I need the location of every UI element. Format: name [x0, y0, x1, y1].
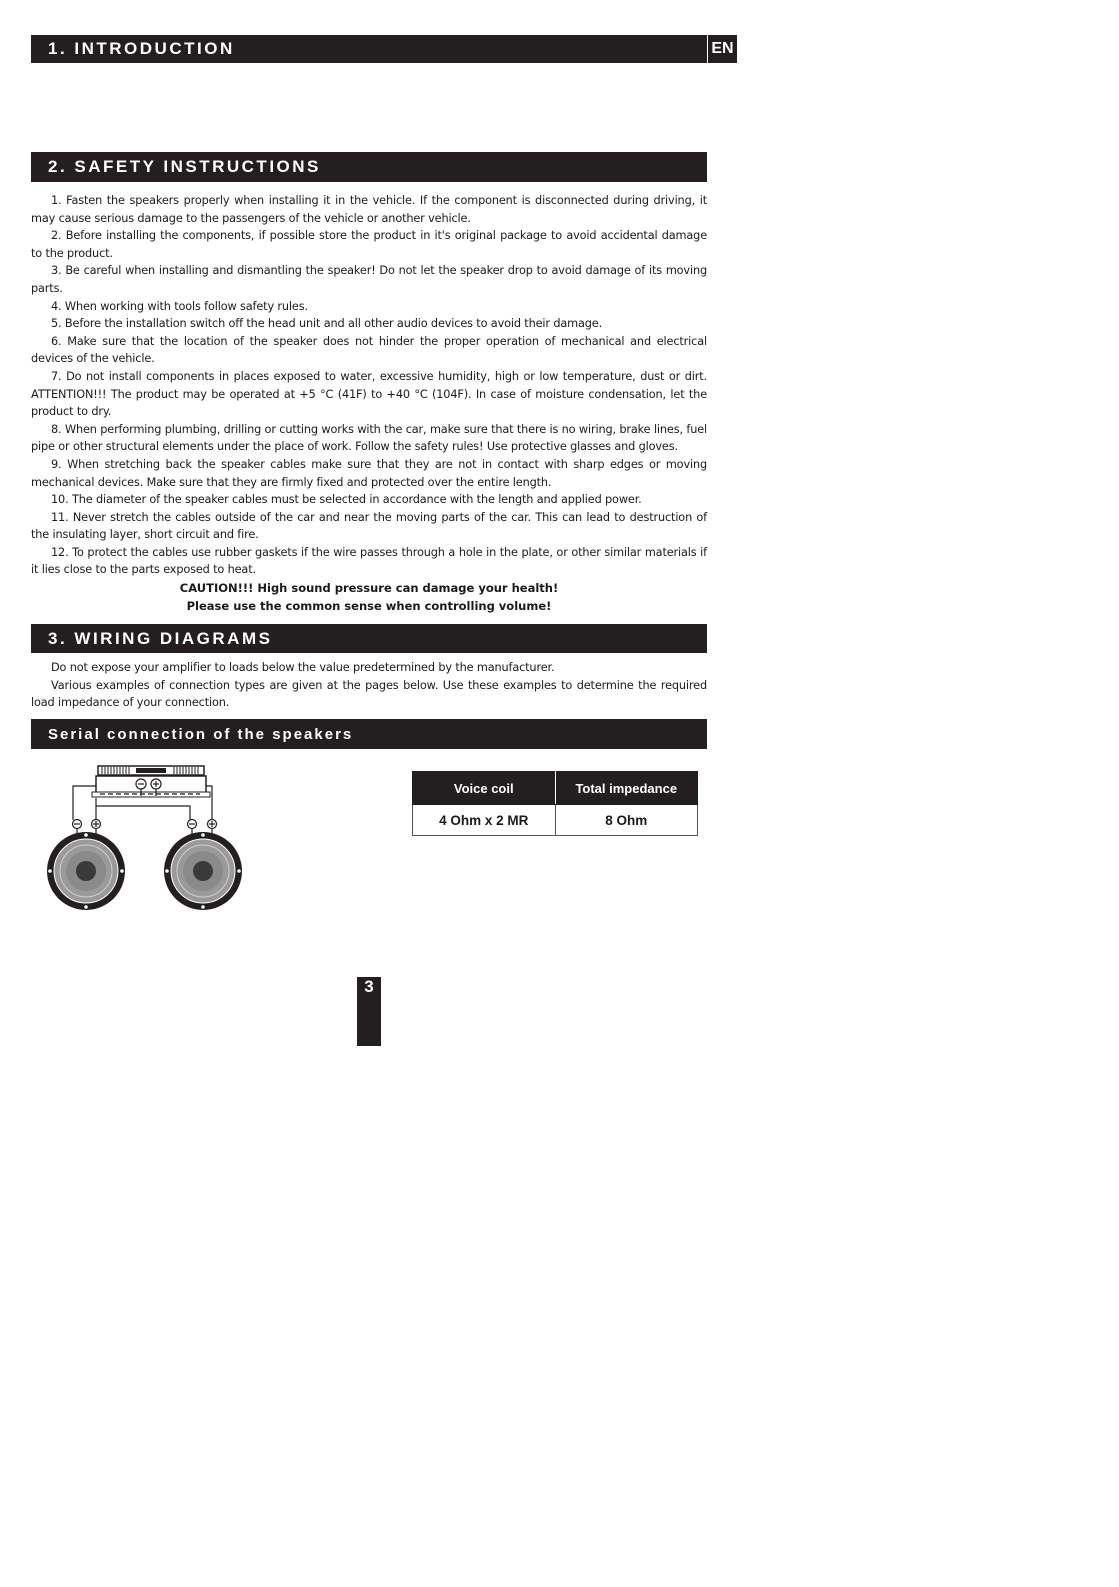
speaker-terminals [73, 820, 217, 835]
page-number: 3 [357, 977, 381, 1046]
impedance-table [412, 771, 698, 836]
caution-line-1: CAUTION!!! High sound pressure can damage your health! [179, 581, 559, 595]
wiring-paragraph-1: Do not expose your amplifier to loads below the value predetermined by the manufacturer. [51, 661, 555, 674]
safety-item-5: 5. Before the installation switch off the head unit and all other audio devices to avoid their damage. [51, 317, 603, 331]
safety-item-10: 10. The diameter of the speaker cables must be selected in accordance with the length and applied power. [51, 493, 642, 507]
section-title: 2. SAFETY INSTRUCTIONS [48, 157, 321, 176]
safety-item-4: 4. When working with tools follow safety rules. [51, 299, 308, 313]
table-row [413, 805, 698, 836]
safety-item-11: 11. Never stretch the cables outside of the car and near the moving parts of the car. This can lead to destruction of the insulating layer, short circuit and fire. [31, 510, 707, 542]
safety-item-12: 12. To protect the cables use rubber gaskets if the wire passes through a hole in the plate, or other similar materials if it lies close to the parts exposed to heat. [31, 545, 707, 577]
safety-instructions-list [31, 192, 707, 579]
cell-voice-coil: 4 Ohm x 2 MR [413, 805, 556, 836]
safety-item-7: 7. Do not install components in places exposed to water, excessive humidity, high or low temperature, dust or dirt. ATTENTION!!! The product may be operated at +5 °C (41F) to +40 °C (104F). In case of moisture condensation, let the product to dry. [31, 369, 707, 419]
caution-notice [31, 579, 707, 615]
section-title: 3. WIRING DIAGRAMS [48, 628, 273, 648]
safety-item-6: 6. Make sure that the location of the speaker does not hinder the proper operation of mechanical and electrical devices of the vehicle. [31, 334, 707, 366]
safety-item-9: 9. When stretching back the speaker cables make sure that they are not in contact with sharp edges or moving mechanical devices. Make sure that they are firmly fixed and protected over the entire length. [31, 457, 707, 489]
serial-wiring-diagram [40, 762, 250, 914]
safety-item-8: 8. When performing plumbing, drilling or cutting works with the car, make sure that there is no wiring, brake lines, fuel pipe or other structural elements under the place of work. Follow the safety rules! Use protective glasses and gloves. [31, 422, 707, 454]
subsection-title: Serial connection of the speakers [48, 725, 354, 743]
speaker-left-icon [47, 832, 125, 910]
section-header-introduction [31, 35, 707, 63]
header-voice-coil: Voice coil [413, 772, 556, 805]
header-total-impedance: Total impedance [555, 772, 698, 805]
caution-line-2: Please use the common sense when controlling volume! [186, 599, 552, 613]
table-header-row [413, 772, 698, 805]
safety-item-1: 1. Fasten the speakers properly when installing it in the vehicle. If the component is disconnected during driving, it may cause serious damage to the passengers of the vehicle or another vehicle. [31, 194, 707, 225]
safety-item-3: 3. Be careful when installing and dismantling the speaker! Do not let the speaker drop to avoid damage of its moving parts. [31, 264, 707, 295]
language-badge: EN [708, 35, 737, 63]
subsection-header-serial [31, 719, 707, 749]
amplifier-icon [92, 766, 210, 797]
wiring-intro [31, 659, 707, 712]
section-title: 1. INTRODUCTION [48, 39, 235, 58]
speaker-right-icon [164, 832, 242, 910]
safety-item-2: 2. Before installing the components, if possible store the product in it's original package to avoid accidental damage to the product. [31, 229, 707, 260]
cell-total-impedance: 8 Ohm [555, 805, 698, 836]
wiring-paragraph-2: Various examples of connection types are given at the pages below. Use these examples to determine the required load impedance of your connection. [31, 678, 707, 710]
section-header-wiring [31, 624, 707, 653]
section-header-safety [31, 152, 707, 182]
